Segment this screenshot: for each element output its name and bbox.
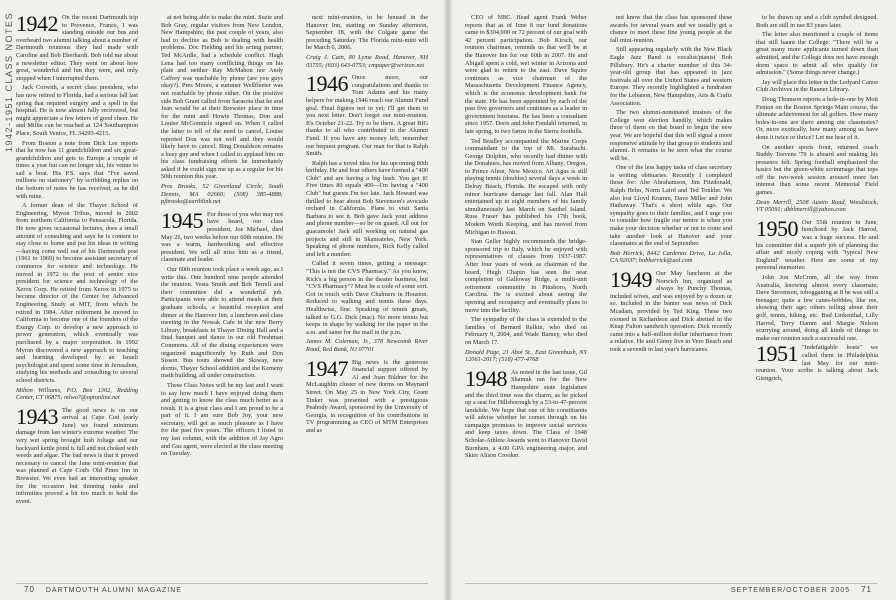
class-note-opening (161, 207, 283, 264)
paragraph-text: Doug Thomson reports a hole-in-one by Mott Fenton on the Boston Springs Main course, the ultimate achievement for all golfers. How many holes-in-one are there among our classmates? Or, more exotically, how many among us have done it twice or thrice? Let me hear of it. (756, 95, 878, 141)
class-note-paragraph (756, 31, 878, 77)
left-footer-title: DARTMOUTH ALUMNI MAGAZINE (45, 587, 182, 594)
paragraph-text: The sympathy of the class is extended to the families of Bernard Relkin, who died on February 9, 2004, and Wade Barney, who died on March 17. (465, 316, 587, 346)
class-secretary-signature: Pres Brooks, 52 Greenland Circle, South Dennis, MA 02660; (508) 385-4888; pjbrooks@earthlink.net (161, 183, 283, 206)
class-year-heading: 1946 (306, 71, 348, 97)
class-note-paragraph (465, 14, 587, 136)
section-label: 1942-1951 CLASS NOTES (4, 12, 14, 153)
paragraph-text: not know that the class has sponsored these awards for several years and we usually get a chance to meet these fine young people at the fall mini-reunion. (610, 14, 732, 44)
class-note-opening (756, 341, 878, 382)
class-year-heading: 1945 (161, 207, 203, 233)
class-note-paragraph (610, 14, 732, 44)
class-note-paragraph (161, 266, 283, 380)
right-footer-rule (465, 583, 878, 584)
text-column-6 (756, 14, 878, 582)
paragraph-text: As noted in the last issue, Gil Shamuk ran for the New Hampshire state legislature and the third time was the charm, as he picked up a seat for Hillsborough by a 53-to-47-percent landslide. We hope that one of his constituents will advise whether he comes through on his campaign promises to improve social services and keep taxes down. The Class of 1948 Scholar-Athlete Awards went to Hanover David Burnham, a 4.00 GPA engineering major, and Skier Alison Crooker. (465, 368, 587, 460)
paragraph-text: CEO of NBC. Head agent Frank Weber reports that as of June 8 our fund donations came to $304,000 or 72 percent of our goal with 42 percent participation. Bob Kirsch, our reunion chairman, reminds us that we'll be at the Hanover Inn for our 60th in 2007. He and Abigail spent a cold, wet winter in Arizona and were glad to return to the east. Dave Squire continues as vice chairman of the Massachusetts Development Finance Agency, which is the economic development bank for the state. He has been appointed by each of the past five governors and continues as a leader in government business. He has been a consultant since 1957. Doris and John Fondahl returned, in late spring, to two farms in the Sierra foothills. (465, 14, 587, 135)
class-year-heading: 1951 (756, 341, 798, 367)
paragraph-text: Stan Geller highly recommends the bridge-sponsored trip to Italy, which he enjoyed with representatives of classes from 1937-1987. After four years of work as chairman of the board, Hugh Chapin has seen the near completion of Galloway Ridge, a multi-unit retirement community in Pittsboro, North Carolina. He is excited about seeing the opening and occupancy and eventually plans to move into the facility. (465, 238, 587, 314)
paragraph-text: Called it seven times, getting a message: "This is not the CVS Pharmacy." As you know, Rick's a big person in the theater business, but "CVS Pharmacy"? Must be a code of some sort. Got in touch with Dave Chalmers in Houston. Reduced to walking and tennis these days. Healthwise, fine. Speaking of tennis greats, talked to G.G. Dick (mac). No more tennis but keeps in shape by walking for the paper in the a.m. and same for the mail in the p.m. (306, 260, 428, 336)
text-column-2 (161, 14, 283, 582)
paragraph-text: at not being able to make the mini. Suzie and Bob Gray, regular visitors from New London, New Hampshire, the past couple of years, also had to decline as Bob is dealing with health problems. Doc Fielding and his acting partner, Ted McArdle, had a schedule conflict. Hugh Lena had too many conflicting things on his plate and neither Ray McMahon nor Andy Caffrey was reachable by phone (are you guys okay?). Pres Moore, a summer Wellfleeter was not reachable by phone either. On the positive side Bob Grant called from Sarasota that he and Jean would be at their Brewster place in time for the mini and Howie Thomas, Don and Louise McGonnicle signed on. When I called the latter to tell of the need to cancel, Louise reported Don was not well and they would likely have to cancel. Bing Donaldson remains a busy guy and when I called to applaud him on his class fundraising efforts he immediately asked if he could sign me up as a regular for his 50th reunion this year. (161, 14, 283, 181)
class-note-opening (306, 71, 428, 158)
class-note-paragraph (756, 14, 878, 29)
class-year-heading: 1942 (16, 14, 58, 36)
class-note-paragraph (306, 14, 428, 52)
paragraph-text: The two alumni-nominated trustees of the College won election handily, which makes three of them on that board to begin the new year. We are hopeful that this will signal a more responsive attitude by that group to students and alumni. It remains to be seen what the course will be. (610, 109, 732, 162)
class-note-paragraph (610, 109, 732, 162)
class-secretary-signature: Dean Merrill, 2508 Austin Road, Woodstock, VT 05091; dkblmerrill@yahoo.com (756, 198, 878, 214)
paragraph-text: Our 55th reunion in June, honchoed by Jack Harrod, was a huge success. He and his committee did a superb job of planning the affair and nicely coping with "typical New England" weather. Here are some of my personal memories: (756, 218, 878, 272)
paragraph-text: From Boston a note from Dick Lee reports that he now has 11 grandchildren and six great-grandchildren and gets to Europe a couple of times a year but can no longer ski, his venue to sail a boat. His P.S. says that "I've saved millions on stationery" by scribbling replies on the bottom of notes he has received, as he did with mine. (16, 139, 138, 200)
page-gutter (443, 0, 453, 600)
paragraph-text: next mini-reunion, to be housed in the Hanover Inn, starting on Sunday afternoon, September 18, with the Colgate game the preceding Saturday. The Florida mini-mini will be March 6, 2006. (306, 14, 428, 52)
text-column-3 (306, 14, 428, 582)
paragraph-text: Once more, our congratulations and thanks to Tom Adams and his many helpers for making 1946 reach our Alumni Fund goal. Final figures not in yet; I'll get them to you next letter. Don't forget our mini-reunion. It's October 21-22. Try to be there. A great BIG thanks to all who contributed to the Alumni Fund. If you have any money left, remember our bequest program. Our man for that is Ralph Smith. (306, 74, 428, 158)
class-note-opening (610, 267, 732, 354)
text-column-5 (610, 14, 732, 582)
paragraph-text: These Class Notes will be my last and I want to say how much I have enjoyed doing them and getting to know the class much better as a result. It is a great class and I am proud to be a part of it. I am sure Bob Joy, your new secretary, will get as much pleasure as I have for the past five years. The officers I listed in my last column, with the addition of Jay Agro and Gus agent, were elected at the class meeting on Tuesday. (161, 381, 283, 458)
class-note-paragraph (756, 96, 878, 142)
class-secretary-signature: James M. Coleman, Jr., 378 Newcomb River Road, Red Bank, NJ 07701 (306, 338, 428, 353)
class-secretary-signature: Milton Williams, P.O. Box 1302, Redding Center, CT 06875; mlwo7@optonline.net (16, 386, 138, 402)
right-footer (731, 585, 880, 594)
right-footer-title: SEPTEMBER/OCTOBER 2005 (731, 587, 851, 594)
class-note-opening (306, 355, 428, 435)
class-year-heading: 1948 (465, 365, 507, 391)
left-footer-rule (16, 583, 428, 584)
class-year-heading: 1943 (16, 403, 58, 429)
paragraph-text: For those of you who may not have heard, our class president, Joe Michael, died May 26, two weeks before our 60th reunion. He was a warm, hardworking and effective president. We will all miss him as a friend, classmate and leader. (161, 210, 283, 264)
paragraph-text: The letter also mentioned a couple of items that still haunt the College: "There will be a great many more applicants turned down than admitted, and the College does not have enough dorm space to admit all who qualify for admission." (Some things never change.) (756, 31, 878, 77)
class-note-paragraph (306, 160, 428, 259)
right-page-number: 71 (861, 585, 872, 594)
paragraph-text: John Jon McCrum, all the way from Australia, knowing almost every classmate; Dave Stevenson, tobogganing at 8 he was still a teenager; quite a few canes-bobbles, like me, showing their age; others telling about their golf, tennis, hiking, etc. Bud Linkenthal, Lilly Harrod, Terry Hamm and Margie Nelson scurrying around, doing all kinds of things to make our reunion such a successful one. (756, 274, 878, 342)
class-secretary-signature: Craig J. Cain, 80 Lyme Road, Hanover, NH 03755; (603) 643-0753; cmpaper@verizon.net (306, 53, 428, 69)
paragraph-text: On the recent Dartmouth trip to Provence, France, I was standing outside our bus and overheard two alumni talking about a number of Dartmouth reunions they had made with Caroline and Bob Eberhardt. Bob told me about a newsletter editor. They went on about how great, wonderful and fun they were, and only stopped when I interrupted them. (16, 14, 138, 82)
paragraph-text: "Indefatigable hosts" we called them in Philadelphia last May for our mini-reunion. Your scribe is talking about Jack Giengrich, (756, 344, 878, 382)
paragraph-text: Ted Bradley accompanied the Marine Corps commandant to the top of Mt. Surabachi. George Dolphin, who recently had dinner with the Donahues, has moved from Albany, Oregon, to Prince Alton, New Mexico. Art Agus is still playing tennis (doubles) several days a week in Delray Beach, Florida. He escaped with only minor hurricane damage last fall. Alan Hall entertained up to eight members of his family simultaneously last March on Sanibel Island. Russ Fraser has published his 17th book, Modern Worth Keeping, and has moved from Michigan to Hawaii. (465, 137, 587, 236)
paragraph-text: Big news is the generous financial support offered by Al and Joan Bildner for the McLaughlin cluster of new dorms on Maynard Street. On May 25 in New York City, Grant Tinker was presented with a prestigious Peabody Award, sponsored by the University of Georgia, in recognition of his contributions in TV programming as CEO of MTM Enterprises and as (306, 358, 428, 434)
class-note-paragraph (306, 260, 428, 336)
class-note-opening (756, 215, 878, 272)
class-note-paragraph (16, 84, 138, 137)
paragraph-text: The good news is on our arrival at Cape Cod (early June) we found minimum damage from last winter's extreme weather. The very wet spring brought lush foliage and our backyard kettle pond is full and not choked with weeds and algae. The bad news is that it proved necessary to cancel the June mini-reunion that was planned at Cape Cod's Old Pines Inn in Brewster. We even had an interesting speaker for the occasion but thinning ranks and infirmities proved a bit too much to hold the event. (16, 406, 138, 505)
text-column-1 (16, 14, 138, 582)
class-secretary-signature: Donald Page, 21 Aboi St., East Greenbush, NY 12061-2017; (518) 477-4768 (465, 348, 587, 364)
class-note-paragraph (610, 46, 732, 107)
paragraph-text: A former dean of the Thayer School of Engineering, Myron Tribus, moved in 2002 from northern California to Pensacola, Florida. He now gives occasional lectures, does a small amount of consulting and says he is content to stay close to home and put his ideas in writing—having come well out of his Dartmouth post (1961 to 1969) to become assistant secretary of commerce for science and technology. He moved in 1972 to the post of senior vice president for science and technology of the Xerox Corp. He retired from Xerox in 1975 to become director of the Center for Advanced Engineering Study at MIT, from which he retired in 1984. After retirement he moved to California to become one of the founders of the Exergy Corp. to develop a new approach to power generation, which eventually was purchased by a major corporation. In 1992 Myron discovered a new approach to teaching and learning developed by an Israeli psychologist and spent some time in Jerusalem, studying his methods and consulting to several school districts. (16, 202, 138, 384)
paragraph-text: On another sports front, returned coach Buddy Teevens '79 is aboard and making his presence felt. Spring football emphasized the basics but the green-white scrimmage that tops off the two-week session aroused more fan interest than some recent Memorial Field games. (756, 143, 878, 197)
class-year-heading: 1947 (306, 355, 348, 381)
class-secretary-signature: Bob Herrick, 8442 Cardenas Drive, La Jolla, CA 92037; bobherrick@aol.com (610, 249, 732, 265)
paragraph-text: to be drawn up and a club symbol designed. Both are still in use 83 years later. (756, 14, 878, 29)
class-note-opening (16, 403, 138, 506)
class-note-paragraph (610, 164, 732, 248)
paragraph-text: Ralph has a novel idea for his upcoming 80th birthday. He and four others have formed a "400 Club" and are having a big bash. You get it! Five times 80 equals 400—I'm having a "400 Club" but guests I'm too late. Jack Howard was thrilled to hear about Bob Stevenson's avocado orchard in California. Plans to visit Santa Barbara to see it. Bob gave Jack your address and phone number—so be on guard. All out for guacamole! Jack still working on natural gas projects and still in Skaneateles, New York. Speaking of phone numbers, Rick Kelly called and left a number. (306, 159, 428, 258)
class-note-opening (16, 14, 138, 82)
class-note-paragraph (161, 382, 283, 458)
class-note-paragraph (16, 140, 138, 201)
paragraph-text: One of the less happy tasks of class secretary is writing obituaries. Recently I completed those for: Abe Abrahamson, Jim Fitzdonald, Ralph Helm, Norm Laird and Ted Tonkler. We also lost Lloyd Kramm, Dave Miller and John Hathaway. That's a short while ago. Our sympathy goes to their families, and I urge you to consider how fragile our tenure is when you make your decision whether or not to come and take another look at Hanover and your classmates at the end of September. (610, 164, 732, 248)
class-year-heading: 1949 (610, 267, 652, 292)
class-note-paragraph (756, 79, 878, 94)
class-note-paragraph (756, 144, 878, 197)
paragraph-text: Our May luncheon at the Norwich Inn, organized as always by Punchy Thomas, included wives, and was enjoyed by a dozen or so. Included in the banter was news of Dick Mcadam, provided by Ted King. These two roomed in Richardson and Dick abetted in the Knap Fulton sandwich operation. Dick recently came into a half-million dollar inheritance from a relative. He and Ginny live in Vero Beach and took a seventh in last year's hurricanes. (610, 270, 732, 353)
paragraph-text: Still appearing regularly with the New Black Eagle Jazz Band is vocalist/pianist Bob Pillsbury. He's a charter member of this 34-year-old group that has appeared in jazz festivals all over the United States and western Europe. They recently highlighted a fundraiser for the Lebanon, New Hampshire, Arts & Crafts Association. (610, 46, 732, 107)
class-year-heading: 1950 (756, 215, 798, 241)
class-note-opening (465, 365, 587, 460)
paragraph-text: Jay will place this letter in the Ledyard Canoe Club Archives in the Rauner Library. (756, 78, 878, 94)
paragraph-text: Our 60th reunion took place a week ago, as I write this. One hundred nine people attended the reunion. Vesta Smith and Bob Terrell and their committee did a wonderful job. Participants were able to attend meals at their graduate schools, a beautiful reception and dinner at the Hanover Inn, a luncheon and class meeting in the Nowak Cafe in the new Berry Library, breakfasts in Thayer Dining Hall and a final banquet and dance in our old Freshman Commons. All of the dining experiences were organized magnificently by Ruth and Don Sisson. Bus tours showed the Skiway, new dorms, Thayer School addition and the Kemeny math building, all under construction. (161, 266, 283, 380)
class-note-paragraph (465, 138, 587, 237)
left-page-number: 70 (24, 585, 35, 594)
paragraph-text: Jack Corwith, a secret class president, who has now retired to Florida, had a serious fall last spring that required surgery and a spell in the hospital. He is now almost fully recovered, but might appreciate a few letters of good cheer. He and Millie can be reached at 124 Southampton Place, South Venice, FL 34293-4215. (16, 84, 138, 137)
text-column-4 (465, 14, 587, 582)
class-note-paragraph (16, 202, 138, 384)
class-note-paragraph (465, 316, 587, 346)
left-footer (16, 585, 182, 594)
class-note-paragraph (161, 14, 283, 181)
class-note-paragraph (756, 274, 878, 342)
class-note-paragraph (465, 238, 587, 314)
